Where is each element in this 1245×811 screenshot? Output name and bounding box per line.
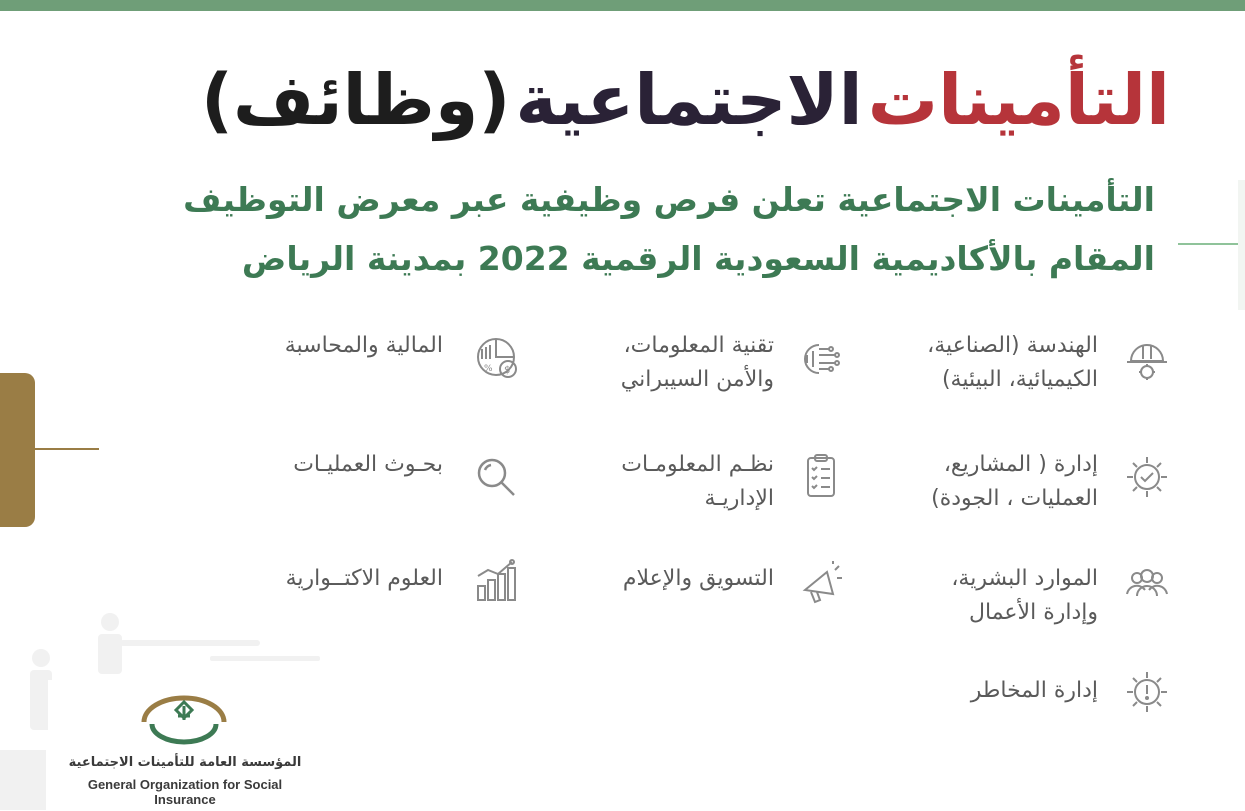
logo-arabic-name: المؤسسة العامة للتأمينات الاجتماعية [68,755,302,770]
title-word-insurance: التأمينات [867,59,1170,141]
job-actuarial [286,562,443,596]
bar-growth-icon [472,556,520,604]
job-marketing [623,562,774,596]
job-risk [971,674,1098,708]
job-it-line2: والأمن السيبراني [620,367,774,392]
job-engineering [927,329,1098,397]
job-mis [621,448,774,516]
svg-text:$: $ [504,365,511,376]
magnifier-icon [472,453,520,501]
subtitle-line-2: المقام بالأكاديمية السعودية الرقمية 2022 بمدينة الرياض [241,239,1155,278]
decorative-gold-line [35,448,99,450]
job-management-line1: إدارة ( المشاريع، [943,452,1098,477]
top-accent-bar [0,0,1245,11]
people-group-icon [1123,560,1171,608]
logo-english-name: General Organization for Social Insurance [87,777,283,807]
gosi-emblem-icon [48,680,348,750]
circuit-chip-icon [797,335,845,383]
job-management [931,448,1098,516]
decorative-line-right [1178,243,1245,245]
job-operations-research [293,448,443,482]
job-marketing-line1: التسويق والإعلام [622,566,774,591]
job-it-line1: تقنية المعلومات، [623,333,774,358]
job-hr-line1: الموارد البشرية، [951,566,1098,591]
quality-gear-icon [1123,453,1171,501]
megaphone-icon [797,560,845,608]
page-title [40,55,1170,145]
job-engineering-line1: الهندسة (الصناعية، [927,333,1098,358]
title-word-jobs: (وظائف) [200,59,511,141]
job-engineering-line2: الكيميائية، البيئية) [941,367,1098,392]
job-mis-line2: الإداريـة [704,486,774,511]
job-hr [951,562,1098,630]
job-finance [285,329,443,363]
job-management-line2: العمليات ، الجودة) [931,486,1098,511]
job-it [621,329,774,397]
decorative-gold-tab [0,373,35,527]
checklist-clipboard-icon [797,452,845,500]
engineer-helmet-icon [1123,335,1171,383]
finance-chart-icon [472,335,520,383]
svg-text:%: % [484,364,493,374]
job-operations-research-line1: بحـوث العمليـات [293,452,443,477]
job-risk-line1: إدارة المخاطر [970,678,1098,703]
risk-gear-icon [1123,668,1171,716]
subtitle-line-1: التأمينات الاجتماعية تعلن فرص وظيفية عبر معرض التوظيف [183,180,1155,219]
job-finance-line1: المالية والمحاسبة [284,333,443,358]
decorative-edge-right [1238,180,1245,310]
job-actuarial-line1: العلوم الاكتــوارية [285,566,443,591]
job-mis-line1: نظـم المعلومـات [621,452,774,477]
title-word-social: الاجتماعية [515,59,863,141]
job-hr-line2: وإدارة الأعمال [969,600,1098,625]
